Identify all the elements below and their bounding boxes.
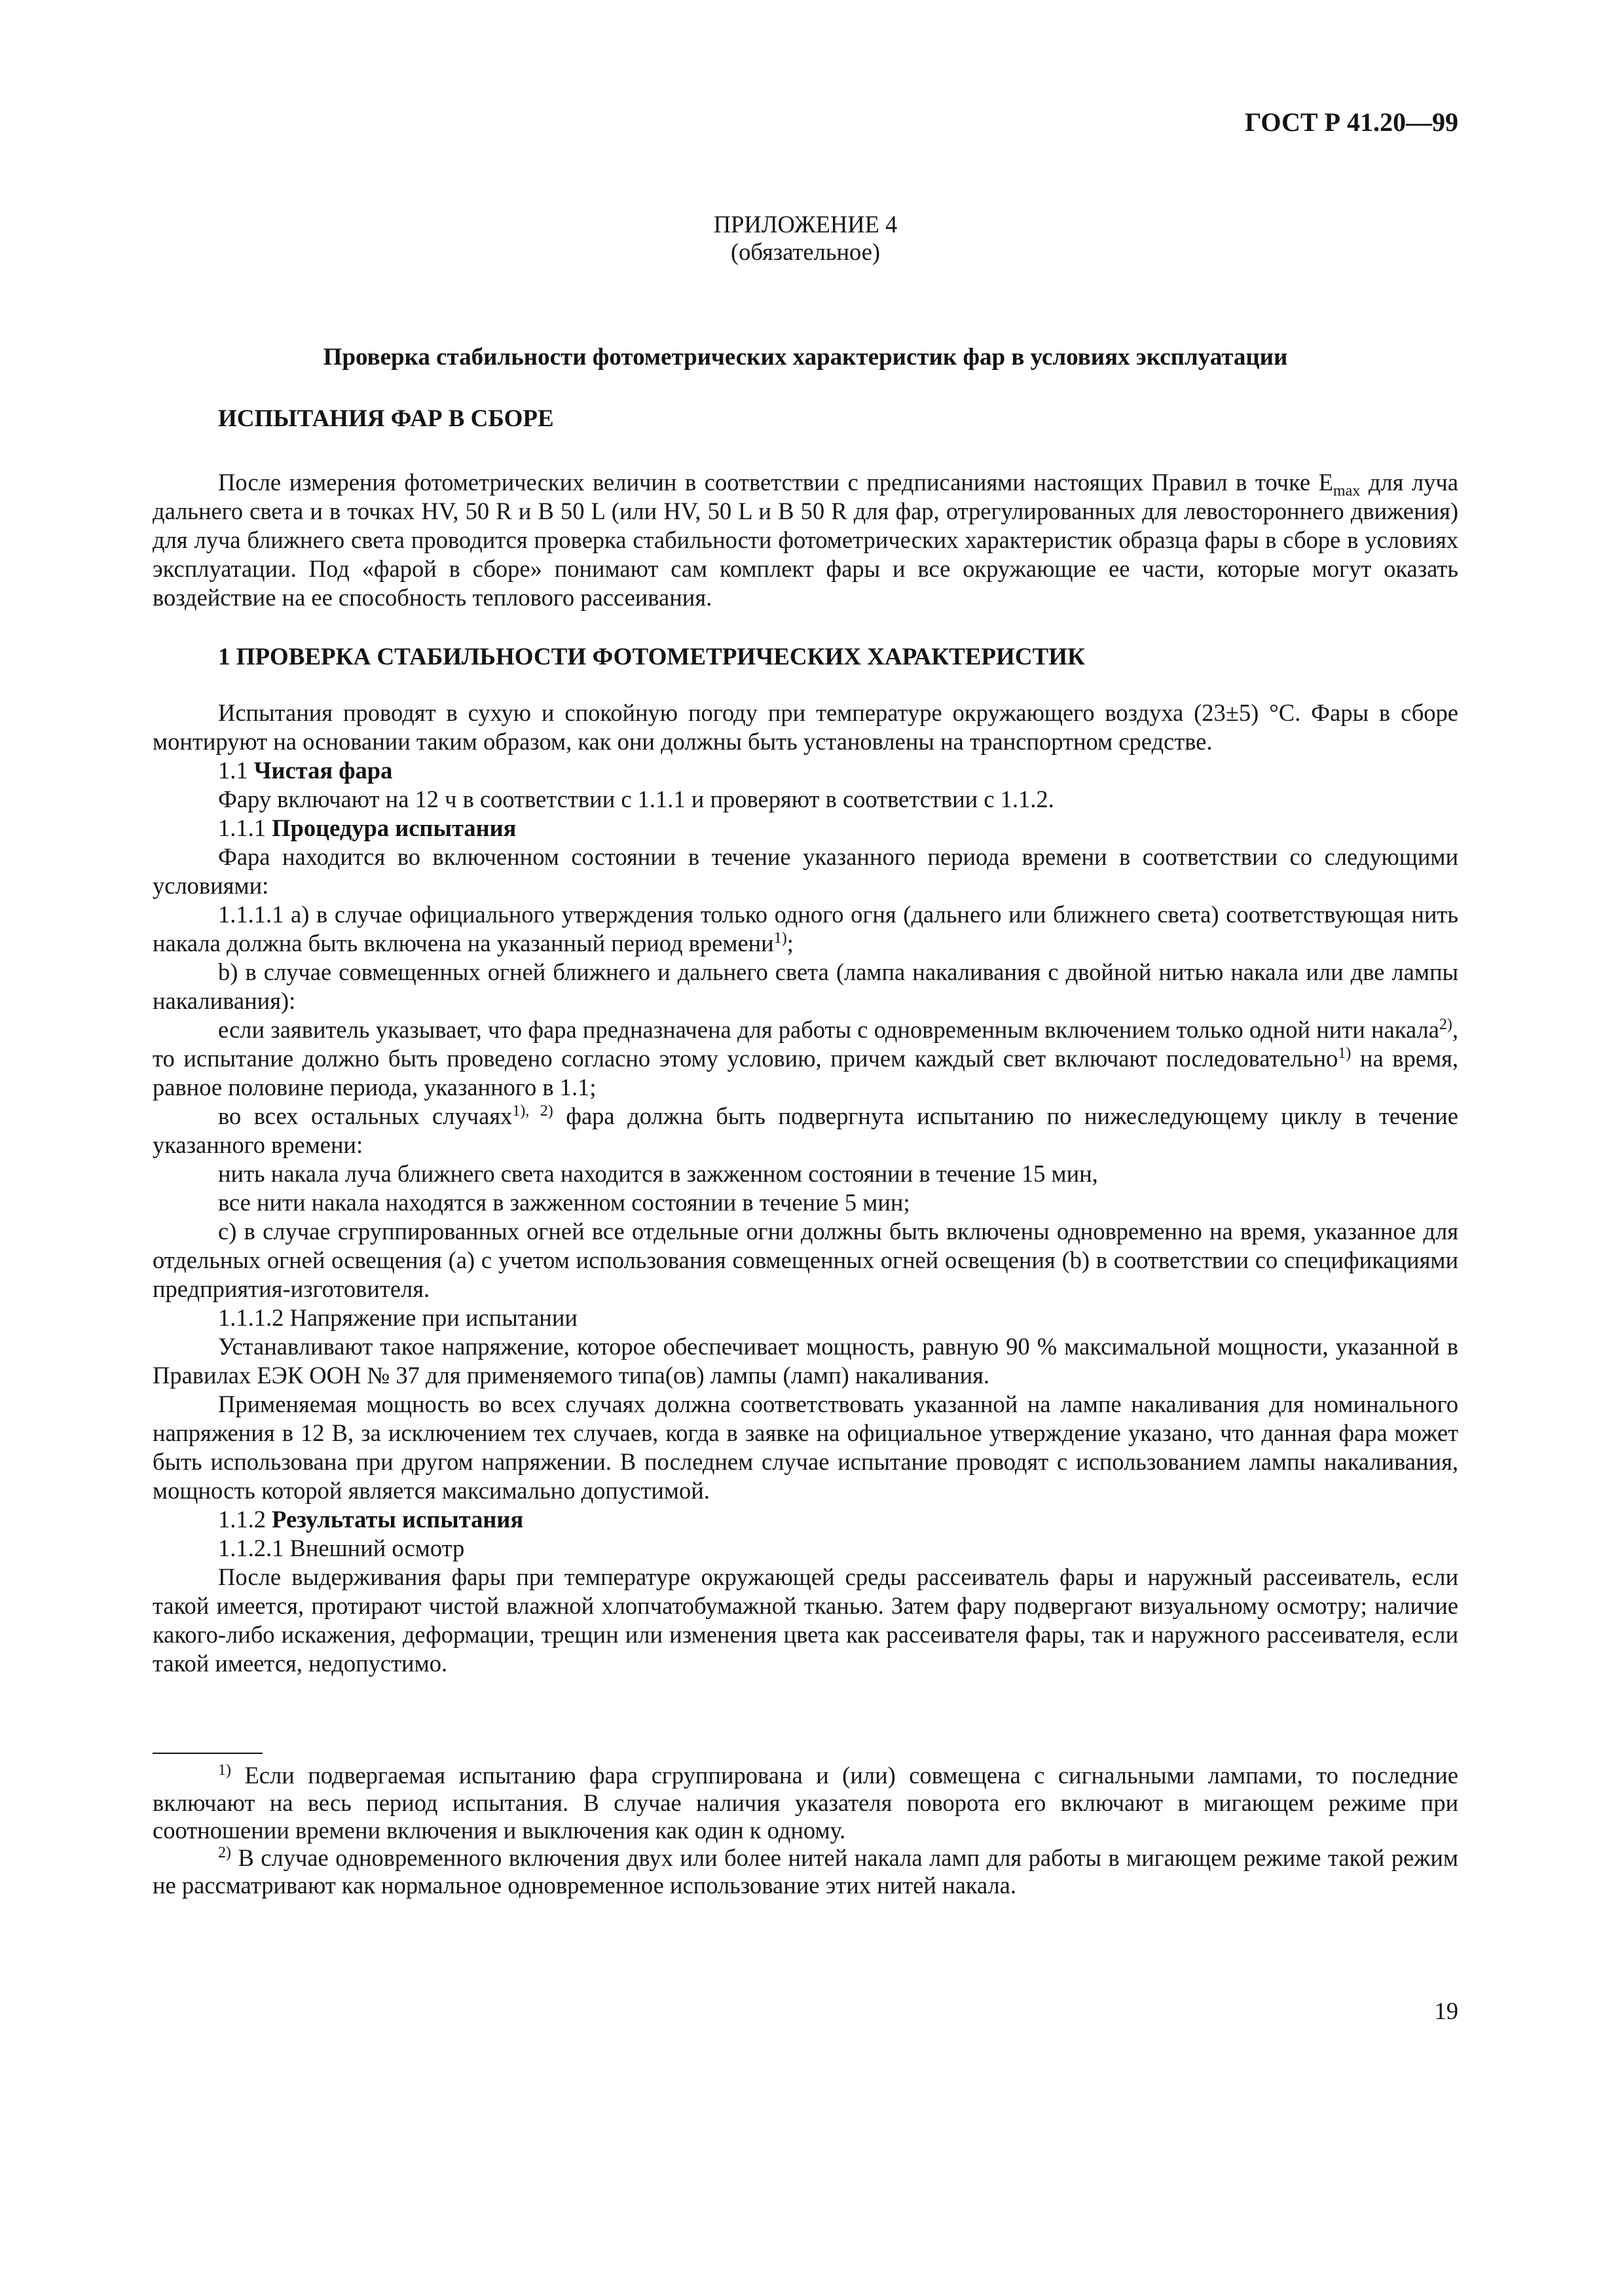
clause-title: Процедура испытания — [272, 814, 517, 841]
footnotes — [153, 1762, 1458, 1899]
subscript-max: max — [1333, 483, 1361, 500]
text-fragment: фара должна быть подвергнута испытанию по нижеследующему циклу в течение указанного времени: — [153, 1102, 1459, 1158]
paragraph-cycle-1: нить накала луча ближнего света находится в зажженном состоянии в течение 15 мин, — [218, 1160, 1098, 1187]
annex-title: ПРИЛОЖЕНИЕ 4 — [713, 211, 898, 238]
document-code: ГОСТ Р 41.20—99 — [1244, 107, 1458, 137]
footnote-1 — [153, 1762, 1458, 1844]
paragraph-cycle-2: все нити накала находятся в зажженном состоянии в течение 5 мин; — [218, 1189, 910, 1216]
paragraph-voltage-1: Устанавливают такое напряжение, которое обеспечивает мощность, равную 90 % максимальной мощности, указанной в Правилах ЕЭК ООН № 37 для применяемого типа(ов) лампы (ламп) накаливания. — [153, 1333, 1458, 1389]
text-fragment: 1.1.1.1 a) в случае официального утверждения только одного огня (дальнего или ближнего света) соответствующая нить накала должна быть включена на указанный период времени — [153, 901, 1458, 957]
clause-1-1-2 — [153, 1505, 1458, 1534]
clause-number: 1.1 — [218, 757, 254, 784]
paragraph-1-1-1: Фара находится во включенном состоянии в течение указанного периода времени в соответствии со следующими условиями: — [153, 843, 1458, 899]
text-fragment: , то испытание должно быть проведено согласно этому условию, причем каждый свет включают последовательно — [153, 1016, 1458, 1072]
clause-1-1 — [153, 756, 1458, 785]
text-fragment: ; — [786, 930, 794, 957]
footnote-mark: 2) — [218, 1844, 231, 1861]
footnote-2 — [153, 1844, 1458, 1899]
paragraph-item-c: c) в случае сгруппированных огней все отдельные огни должны быть включены одновременно на время, указанное для отдельных огней освещения (а) с учетом использования совмещенных огней освещения (b) в соответствии со спецификациями предприятия-изготовителя. — [153, 1218, 1458, 1302]
text-fragment: для луча дальнего света и в точках HV, 50 R и B 50 L (или HV, 50 L и B 50 R для фар, отрегулированных для левостороннего движения) для луча ближнего света проводится проверка стабильности фотометрических характеристик образца фары в сборе в условиях эксплуатации. Под «фарой в сборе» понимают сам комплект фары и все окружающие ее части, которые могут оказать воздействие на ее способность теплового рассеивания. — [153, 469, 1458, 611]
section-heading-1: 1 ПРОВЕРКА СТАБИЛЬНОСТИ ФОТОМЕТРИЧЕСКИХ ХАРАКТЕРИСТИК — [218, 644, 1085, 670]
paragraph-inspection: После выдерживания фары при температуре окружающей среды рассеиватель фары и наружный рассеиватель, если такой имеется, протирают чистой влажной хлопчатобумажной тканью. Затем фару подвергают визуальному осмотру; наличие какого-либо искажения, деформации, трещин или изменения цвета как рассеивателя фары, так и наружного рассеивателя, если такой имеется, недопустимо. — [153, 1563, 1458, 1677]
paragraph-other-cases — [153, 1102, 1458, 1159]
paragraph-1-1-1-1-a — [153, 900, 1458, 958]
section-heading-assembly: ИСПЫТАНИЯ ФАР В СБОРЕ — [218, 405, 554, 432]
clause-title: Чистая фара — [253, 757, 393, 784]
footnote-mark: 1) — [218, 1762, 231, 1779]
paragraph-item-b: b) в случае совмещенных огней ближнего и дальнего света (лампа накаливания с двойной нитью накала или две лампы накаливания): — [153, 958, 1458, 1014]
footnote-ref: 1), 2) — [512, 1102, 553, 1120]
clause-1-1-1 — [153, 814, 1458, 843]
paragraph-1-1: Фару включают на 12 ч в соответствии с 1.1.1 и проверяют в соответствии с 1.1.2. — [218, 786, 1054, 812]
paragraph-declarant — [153, 1015, 1458, 1102]
footnote-ref: 1) — [773, 930, 787, 947]
page-number: 19 — [1434, 1997, 1458, 2024]
text-fragment: во всех остальных случаях — [218, 1102, 513, 1129]
annex-subtitle: (обязательное) — [730, 238, 881, 265]
text-fragment: если заявитель указывает, что фара предназначена для работы с одновременным включением только одной нити накала — [218, 1016, 1439, 1043]
clause-title: Результаты испытания — [272, 1506, 524, 1533]
clause-number: 1.1.2 — [218, 1506, 272, 1533]
footnote-ref: 1) — [1338, 1045, 1352, 1062]
clause-1-1-1-2: 1.1.1.2 Напряжение при испытании — [218, 1304, 578, 1331]
footnote-text: Если подвергаемая испытанию фара сгруппирована и (или) совмещена с сигнальными лампами, то последние включают на весь период испытания. В случае наличия указателя поворота его включают в мигающем режиме при соотношении времени включения и выключения как один к одному. — [153, 1762, 1458, 1844]
paragraph-conditions: Испытания проводят в сухую и спокойную погоду при температуре окружающего воздуха (23±5) °С. Фары в сборе монтируют на основании таким образом, как они должны быть установлены на транспортном средстве. — [153, 699, 1458, 755]
text-fragment: на время, равное половине периода, указанного в 1.1; — [153, 1045, 1459, 1101]
clause-1-1-2-1: 1.1.2.1 Внешний осмотр — [218, 1535, 465, 1561]
paragraph-voltage-2: Применяемая мощность во всех случаях должна соответствовать указанной на лампе накаливания для номинального напряжения в 12 В, за исключением тех случаев, когда в заявке на официальное утверждение указано, что данная фара может быть использована при другом напряжении. В последнем случае испытание проводят с использованием лампы накаливания, мощность которой является максимально допустимой. — [153, 1391, 1458, 1504]
main-title: Проверка стабильности фотометрических характеристик фар в условиях эксплуатации — [323, 344, 1288, 371]
clause-number: 1.1.1 — [218, 814, 272, 841]
footnote-text: В случае одновременного включения двух или более нитей накала ламп для работы в мигающем режиме такой режим не рассматривают как нормальное одновременное использование этих нитей накала. — [153, 1844, 1458, 1899]
footnote-ref: 2) — [1439, 1016, 1452, 1033]
text-fragment: После измерения фотометрических величин в соответствии с предписаниями настоящих Правил в точке E — [218, 469, 1333, 496]
footnote-divider — [153, 1753, 263, 1754]
paragraph-assembly-intro — [153, 468, 1458, 612]
